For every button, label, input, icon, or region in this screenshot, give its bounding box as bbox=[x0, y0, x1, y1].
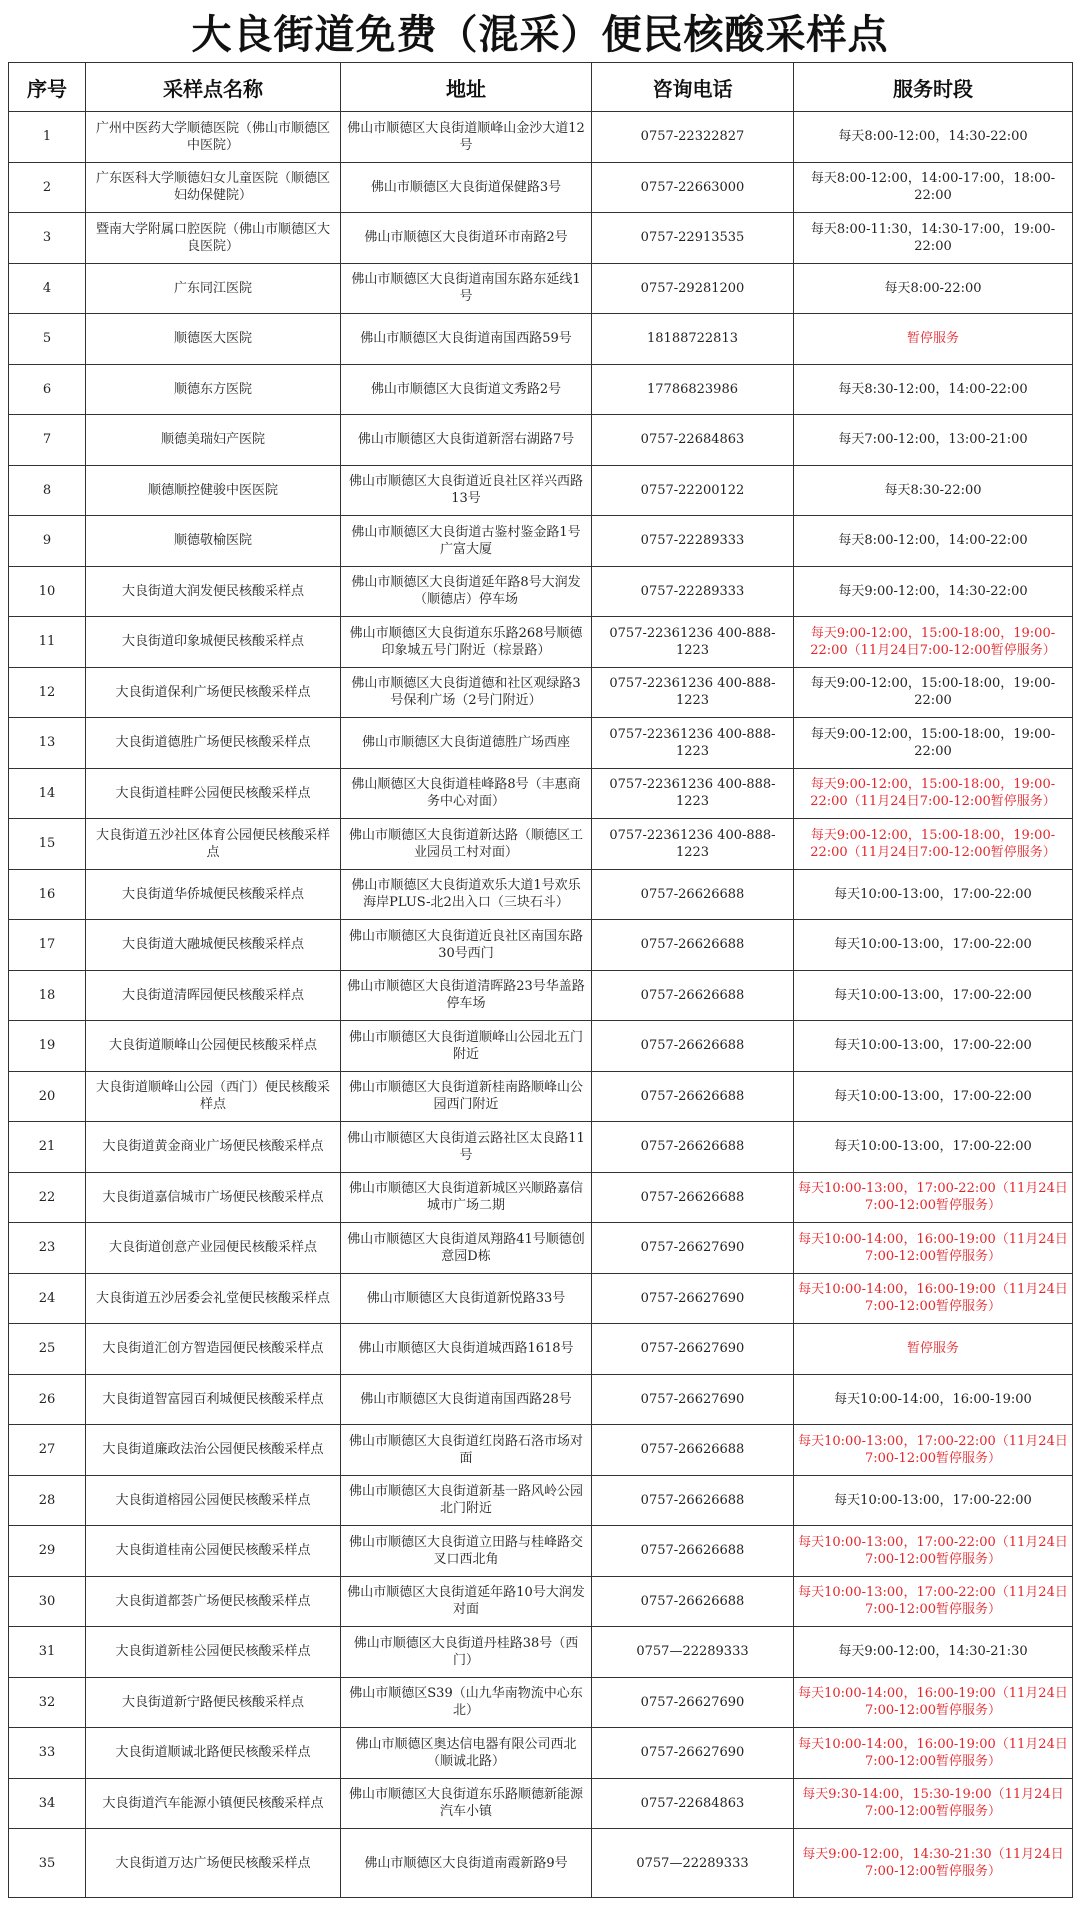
service-hours: 每天9:00-12:00，15:00-18:00，19:00-22:00（11月24日7:00-12:00暂停服务） bbox=[794, 617, 1073, 668]
service-hours: 每天9:00-12:00，15:00-18:00，19:00-22:00 bbox=[794, 718, 1073, 769]
service-hours: 每天10:00-13:00，17:00-22:00 bbox=[794, 920, 1073, 971]
site-address: 佛山市顺德区大良街道延年路10号大润发对面 bbox=[341, 1576, 592, 1627]
row-index: 17 bbox=[9, 920, 86, 971]
service-hours: 每天7:00-12:00，13:00-21:00 bbox=[794, 415, 1073, 466]
site-name: 大良街道黄金商业广场便民核酸采样点 bbox=[86, 1122, 341, 1173]
site-address: 佛山市顺德区大良街道新城区兴顺路嘉信城市广场二期 bbox=[341, 1172, 592, 1223]
header-index: 序号 bbox=[9, 63, 86, 112]
site-address: 佛山市顺德区大良街道欢乐大道1号欢乐海岸PLUS-北2出入口（三块石斗） bbox=[341, 869, 592, 920]
table-row bbox=[9, 920, 1073, 971]
row-index: 29 bbox=[9, 1526, 86, 1577]
site-name: 顺德敬榆医院 bbox=[86, 516, 341, 567]
row-index: 13 bbox=[9, 718, 86, 769]
service-hours: 每天8:30-12:00，14:00-22:00 bbox=[794, 364, 1073, 415]
site-phone: 0757-22913535 bbox=[592, 213, 794, 264]
header-phone: 咨询电话 bbox=[592, 63, 794, 112]
site-address: 佛山市顺德区大良街道南国东路东延线1号 bbox=[341, 263, 592, 314]
row-index: 21 bbox=[9, 1122, 86, 1173]
table-row bbox=[9, 112, 1073, 163]
table-row bbox=[9, 667, 1073, 718]
site-phone: 0757-22361236 400-888-1223 bbox=[592, 768, 794, 819]
row-index: 28 bbox=[9, 1475, 86, 1526]
row-index: 5 bbox=[9, 314, 86, 365]
service-hours: 每天10:00-13:00，17:00-22:00 bbox=[794, 1475, 1073, 1526]
service-hours: 每天10:00-13:00，17:00-22:00（11月24日7:00-12:00暂停服务） bbox=[794, 1576, 1073, 1627]
site-address: 佛山市顺德区大良街道延年路8号大润发（顺德店）停车场 bbox=[341, 566, 592, 617]
service-hours: 每天10:00-13:00，17:00-22:00 bbox=[794, 1071, 1073, 1122]
site-phone: 0757-26627690 bbox=[592, 1273, 794, 1324]
site-phone: 0757-22289333 bbox=[592, 566, 794, 617]
site-address: 佛山市顺德区大良街道南国西路28号 bbox=[341, 1374, 592, 1425]
site-name: 大良街道印象城便民核酸采样点 bbox=[86, 617, 341, 668]
service-hours: 每天9:00-12:00，15:00-18:00，19:00-22:00（11月24日7:00-12:00暂停服务） bbox=[794, 768, 1073, 819]
site-name: 大良街道五沙居委会礼堂便民核酸采样点 bbox=[86, 1273, 341, 1324]
site-address: 佛山市顺德区大良街道古鉴村鉴金路1号广富大厦 bbox=[341, 516, 592, 567]
service-hours: 每天10:00-13:00，17:00-22:00 bbox=[794, 970, 1073, 1021]
site-name: 大良街道大润发便民核酸采样点 bbox=[86, 566, 341, 617]
row-index: 7 bbox=[9, 415, 86, 466]
table-row bbox=[9, 1071, 1073, 1122]
site-address: 佛山市顺德区大良街道新达路（顺德区工业园员工村对面） bbox=[341, 819, 592, 870]
site-phone: 0757-26627690 bbox=[592, 1223, 794, 1274]
site-name: 暨南大学附属口腔医院（佛山市顺德区大良医院） bbox=[86, 213, 341, 264]
site-name: 大良街道华侨城便民核酸采样点 bbox=[86, 869, 341, 920]
site-address: 佛山市顺德区大良街道凤翔路41号顺德创意园D栋 bbox=[341, 1223, 592, 1274]
site-name: 大良街道新宁路便民核酸采样点 bbox=[86, 1677, 341, 1728]
row-index: 18 bbox=[9, 970, 86, 1021]
table-row bbox=[9, 364, 1073, 415]
site-address: 佛山市顺德区大良街道新基一路风岭公园北门附近 bbox=[341, 1475, 592, 1526]
site-address: 佛山市顺德区大良街道东乐路顺德新能源汽车小镇 bbox=[341, 1778, 592, 1829]
site-phone: 0757-26626688 bbox=[592, 1071, 794, 1122]
site-name: 大良街道顺峰山公园（西门）便民核酸采样点 bbox=[86, 1071, 341, 1122]
site-phone: 0757-26627690 bbox=[592, 1324, 794, 1375]
service-hours: 每天9:00-12:00，15:00-18:00，19:00-22:00（11月24日7:00-12:00暂停服务） bbox=[794, 819, 1073, 870]
table-row bbox=[9, 1677, 1073, 1728]
site-address: 佛山市顺德区大良街道顺峰山公园北五门附近 bbox=[341, 1021, 592, 1072]
site-phone: 0757-26626688 bbox=[592, 1526, 794, 1577]
site-name: 大良街道顺诚北路便民核酸采样点 bbox=[86, 1728, 341, 1779]
site-phone: 0757-26626688 bbox=[592, 1122, 794, 1173]
site-address: 佛山市顺德区大良街道丹桂路38号（西门） bbox=[341, 1627, 592, 1678]
row-index: 31 bbox=[9, 1627, 86, 1678]
site-name: 大良街道汇创方智造园便民核酸采样点 bbox=[86, 1324, 341, 1375]
table-row bbox=[9, 415, 1073, 466]
site-name: 顺德顺控健骏中医医院 bbox=[86, 465, 341, 516]
site-address: 佛山市顺德区大良街道新滘右湖路7号 bbox=[341, 415, 592, 466]
service-hours: 每天9:00-12:00，14:30-22:00 bbox=[794, 566, 1073, 617]
site-name: 大良街道万达广场便民核酸采样点 bbox=[86, 1829, 341, 1898]
service-hours: 每天8:00-11:30，14:30-17:00，19:00-22:00 bbox=[794, 213, 1073, 264]
site-name: 大良街道桂南公园便民核酸采样点 bbox=[86, 1526, 341, 1577]
site-phone: 0757-22289333 bbox=[592, 516, 794, 567]
site-phone: 0757-22361236 400-888-1223 bbox=[592, 617, 794, 668]
row-index: 30 bbox=[9, 1576, 86, 1627]
site-phone: 0757-26626688 bbox=[592, 1172, 794, 1223]
site-name: 大良街道清晖园便民核酸采样点 bbox=[86, 970, 341, 1021]
table-row bbox=[9, 162, 1073, 213]
service-hours: 每天10:00-14:00，16:00-19:00（11月24日7:00-12:00暂停服务） bbox=[794, 1273, 1073, 1324]
table-row bbox=[9, 1576, 1073, 1627]
site-name: 广州中医药大学顺德医院（佛山市顺德区中医院） bbox=[86, 112, 341, 163]
site-phone: 17786823986 bbox=[592, 364, 794, 415]
site-name: 顺德东方医院 bbox=[86, 364, 341, 415]
service-hours: 每天9:00-12:00，14:30-21:30（11月24日7:00-12:00暂停服务） bbox=[794, 1829, 1073, 1898]
table-row bbox=[9, 1475, 1073, 1526]
site-name: 大良街道廉政法治公园便民核酸采样点 bbox=[86, 1425, 341, 1476]
row-index: 11 bbox=[9, 617, 86, 668]
page-title: 大良街道免费（混采）便民核酸采样点 bbox=[191, 11, 889, 58]
site-address: 佛山市顺德区奥达信电器有限公司西北（顺诚北路） bbox=[341, 1728, 592, 1779]
site-phone: 0757—22289333 bbox=[592, 1627, 794, 1678]
table-row bbox=[9, 1223, 1073, 1274]
site-address: 佛山市顺德区大良街道德胜广场西座 bbox=[341, 718, 592, 769]
site-phone: 18188722813 bbox=[592, 314, 794, 365]
site-name: 顺德美瑞妇产医院 bbox=[86, 415, 341, 466]
site-phone: 0757-22361236 400-888-1223 bbox=[592, 819, 794, 870]
site-phone: 0757-26626688 bbox=[592, 1425, 794, 1476]
site-phone: 0757-22684863 bbox=[592, 1778, 794, 1829]
site-name: 大良街道五沙社区体育公园便民核酸采样点 bbox=[86, 819, 341, 870]
site-phone: 0757-26627690 bbox=[592, 1374, 794, 1425]
site-phone: 0757-26626688 bbox=[592, 869, 794, 920]
service-hours: 每天10:00-13:00，17:00-22:00（11月24日7:00-12:00暂停服务） bbox=[794, 1172, 1073, 1223]
header-service-hours: 服务时段 bbox=[794, 63, 1073, 112]
row-index: 16 bbox=[9, 869, 86, 920]
service-hours: 每天10:00-14:00，16:00-19:00（11月24日7:00-12:00暂停服务） bbox=[794, 1677, 1073, 1728]
row-index: 23 bbox=[9, 1223, 86, 1274]
service-hours: 每天10:00-13:00，17:00-22:00（11月24日7:00-12:00暂停服务） bbox=[794, 1526, 1073, 1577]
header-site-name: 采样点名称 bbox=[86, 63, 341, 112]
table-row bbox=[9, 314, 1073, 365]
service-hours: 暂停服务 bbox=[794, 314, 1073, 365]
row-index: 32 bbox=[9, 1677, 86, 1728]
site-address: 佛山市顺德区大良街道文秀路2号 bbox=[341, 364, 592, 415]
site-address: 佛山市顺德区大良街道红岗路石洛市场对面 bbox=[341, 1425, 592, 1476]
service-hours: 每天10:00-13:00，17:00-22:00 bbox=[794, 1021, 1073, 1072]
site-phone: 0757—22289333 bbox=[592, 1829, 794, 1898]
table-row bbox=[9, 263, 1073, 314]
row-index: 15 bbox=[9, 819, 86, 870]
sampling-sites-table bbox=[8, 62, 1073, 1898]
service-hours: 每天10:00-14:00，16:00-19:00（11月24日7:00-12:00暂停服务） bbox=[794, 1728, 1073, 1779]
site-phone: 0757-26626688 bbox=[592, 970, 794, 1021]
site-phone: 0757-29281200 bbox=[592, 263, 794, 314]
service-hours: 每天9:00-12:00，14:30-21:30 bbox=[794, 1627, 1073, 1678]
table-row bbox=[9, 819, 1073, 870]
row-index: 3 bbox=[9, 213, 86, 264]
row-index: 19 bbox=[9, 1021, 86, 1072]
site-phone: 0757-26627690 bbox=[592, 1677, 794, 1728]
site-address: 佛山顺德区大良街道桂峰路8号（丰惠商务中心对面） bbox=[341, 768, 592, 819]
row-index: 8 bbox=[9, 465, 86, 516]
row-index: 6 bbox=[9, 364, 86, 415]
service-hours: 每天8:00-22:00 bbox=[794, 263, 1073, 314]
table-row bbox=[9, 1526, 1073, 1577]
service-hours: 暂停服务 bbox=[794, 1324, 1073, 1375]
site-phone: 0757-22663000 bbox=[592, 162, 794, 213]
service-hours: 每天9:00-12:00，15:00-18:00，19:00-22:00 bbox=[794, 667, 1073, 718]
site-address: 佛山市顺德区大良街道环市南路2号 bbox=[341, 213, 592, 264]
service-hours: 每天10:00-13:00，17:00-22:00 bbox=[794, 1122, 1073, 1173]
row-index: 20 bbox=[9, 1071, 86, 1122]
site-address: 佛山市顺德区大良街道清晖路23号华盖路停车场 bbox=[341, 970, 592, 1021]
table-row bbox=[9, 516, 1073, 567]
table-row bbox=[9, 1273, 1073, 1324]
service-hours: 每天9:30-14:00，15:30-19:00（11月24日7:00-12:00暂停服务） bbox=[794, 1778, 1073, 1829]
site-address: 佛山市顺德区大良街道城西路1618号 bbox=[341, 1324, 592, 1375]
row-index: 33 bbox=[9, 1728, 86, 1779]
table-row bbox=[9, 768, 1073, 819]
site-address: 佛山市顺德区大良街道德和社区观绿路3号保利广场（2号门附近） bbox=[341, 667, 592, 718]
table-row bbox=[9, 1021, 1073, 1072]
site-address: 佛山市顺德区大良街道顺峰山金沙大道12号 bbox=[341, 112, 592, 163]
service-hours: 每天10:00-14:00，16:00-19:00 bbox=[794, 1374, 1073, 1425]
table-row bbox=[9, 1728, 1073, 1779]
header-address: 地址 bbox=[341, 63, 592, 112]
table-row bbox=[9, 1324, 1073, 1375]
service-hours: 每天8:00-12:00，14:30-22:00 bbox=[794, 112, 1073, 163]
site-address: 佛山市顺德区大良街道云路社区太良路11号 bbox=[341, 1122, 592, 1173]
site-name: 大良街道都荟广场便民核酸采样点 bbox=[86, 1576, 341, 1627]
table-row bbox=[9, 970, 1073, 1021]
table-row bbox=[9, 465, 1073, 516]
row-index: 14 bbox=[9, 768, 86, 819]
table-row bbox=[9, 1425, 1073, 1476]
site-address: 佛山市顺德区大良街道南霞新路9号 bbox=[341, 1829, 592, 1898]
site-address: 佛山市顺德区大良街道新悦路33号 bbox=[341, 1273, 592, 1324]
site-name: 大良街道汽车能源小镇便民核酸采样点 bbox=[86, 1778, 341, 1829]
table-row bbox=[9, 1627, 1073, 1678]
row-index: 35 bbox=[9, 1829, 86, 1898]
site-name: 大良街道创意产业园便民核酸采样点 bbox=[86, 1223, 341, 1274]
table-row bbox=[9, 1778, 1073, 1829]
site-name: 大良街道顺峰山公园便民核酸采样点 bbox=[86, 1021, 341, 1072]
site-phone: 0757-22684863 bbox=[592, 415, 794, 466]
site-name: 大良街道新桂公园便民核酸采样点 bbox=[86, 1627, 341, 1678]
row-index: 27 bbox=[9, 1425, 86, 1476]
site-phone: 0757-22200122 bbox=[592, 465, 794, 516]
site-phone: 0757-22361236 400-888-1223 bbox=[592, 667, 794, 718]
service-hours: 每天8:30-22:00 bbox=[794, 465, 1073, 516]
row-index: 22 bbox=[9, 1172, 86, 1223]
site-phone: 0757-26626688 bbox=[592, 920, 794, 971]
site-name: 大良街道嘉信城市广场便民核酸采样点 bbox=[86, 1172, 341, 1223]
site-name: 大良街道桂畔公园便民核酸采样点 bbox=[86, 768, 341, 819]
site-address: 佛山市顺德区大良街道近良社区祥兴西路13号 bbox=[341, 465, 592, 516]
table-row bbox=[9, 566, 1073, 617]
service-hours: 每天10:00-14:00，16:00-19:00（11月24日7:00-12:00暂停服务） bbox=[794, 1223, 1073, 1274]
site-phone: 0757-26626688 bbox=[592, 1021, 794, 1072]
table-row bbox=[9, 1374, 1073, 1425]
site-phone: 0757-26626688 bbox=[592, 1475, 794, 1526]
row-index: 26 bbox=[9, 1374, 86, 1425]
table-row bbox=[9, 617, 1073, 668]
row-index: 10 bbox=[9, 566, 86, 617]
row-index: 24 bbox=[9, 1273, 86, 1324]
site-address: 佛山市顺德区大良街道立田路与桂峰路交叉口西北角 bbox=[341, 1526, 592, 1577]
site-name: 顺德医大医院 bbox=[86, 314, 341, 365]
site-address: 佛山市顺德区S39（山九华南物流中心东北） bbox=[341, 1677, 592, 1728]
site-address: 佛山市顺德区大良街道南国西路59号 bbox=[341, 314, 592, 365]
site-address: 佛山市顺德区大良街道新桂南路顺峰山公园西门附近 bbox=[341, 1071, 592, 1122]
row-index: 1 bbox=[9, 112, 86, 163]
row-index: 12 bbox=[9, 667, 86, 718]
site-name: 大良街道保利广场便民核酸采样点 bbox=[86, 667, 341, 718]
table-row bbox=[9, 213, 1073, 264]
service-hours: 每天10:00-13:00，17:00-22:00 bbox=[794, 869, 1073, 920]
table-row bbox=[9, 1172, 1073, 1223]
row-index: 34 bbox=[9, 1778, 86, 1829]
service-hours: 每天8:00-12:00，14:00-17:00，18:00-22:00 bbox=[794, 162, 1073, 213]
service-hours: 每天8:00-12:00，14:00-22:00 bbox=[794, 516, 1073, 567]
site-phone: 0757-26626688 bbox=[592, 1576, 794, 1627]
row-index: 9 bbox=[9, 516, 86, 567]
site-phone: 0757-22361236 400-888-1223 bbox=[592, 718, 794, 769]
row-index: 25 bbox=[9, 1324, 86, 1375]
site-name: 大良街道德胜广场便民核酸采样点 bbox=[86, 718, 341, 769]
site-name: 大良街道智富园百利城便民核酸采样点 bbox=[86, 1374, 341, 1425]
site-address: 佛山市顺德区大良街道近良社区南国东路30号西门 bbox=[341, 920, 592, 971]
site-name: 广东同江医院 bbox=[86, 263, 341, 314]
site-address: 佛山市顺德区大良街道东乐路268号顺德印象城五号门附近（棕景路） bbox=[341, 617, 592, 668]
header-row bbox=[9, 63, 1073, 112]
service-hours: 每天10:00-13:00，17:00-22:00（11月24日7:00-12:00暂停服务） bbox=[794, 1425, 1073, 1476]
table-row bbox=[9, 1829, 1073, 1898]
table-row bbox=[9, 718, 1073, 769]
site-phone: 0757-22322827 bbox=[592, 112, 794, 163]
site-name: 大良街道大融城便民核酸采样点 bbox=[86, 920, 341, 971]
site-address: 佛山市顺德区大良街道保健路3号 bbox=[341, 162, 592, 213]
site-name: 大良街道榕园公园便民核酸采样点 bbox=[86, 1475, 341, 1526]
table-row bbox=[9, 869, 1073, 920]
row-index: 2 bbox=[9, 162, 86, 213]
row-index: 4 bbox=[9, 263, 86, 314]
table-row bbox=[9, 1122, 1073, 1173]
site-name: 广东医科大学顺德妇女儿童医院（顺德区妇幼保健院） bbox=[86, 162, 341, 213]
site-phone: 0757-26627690 bbox=[592, 1728, 794, 1779]
